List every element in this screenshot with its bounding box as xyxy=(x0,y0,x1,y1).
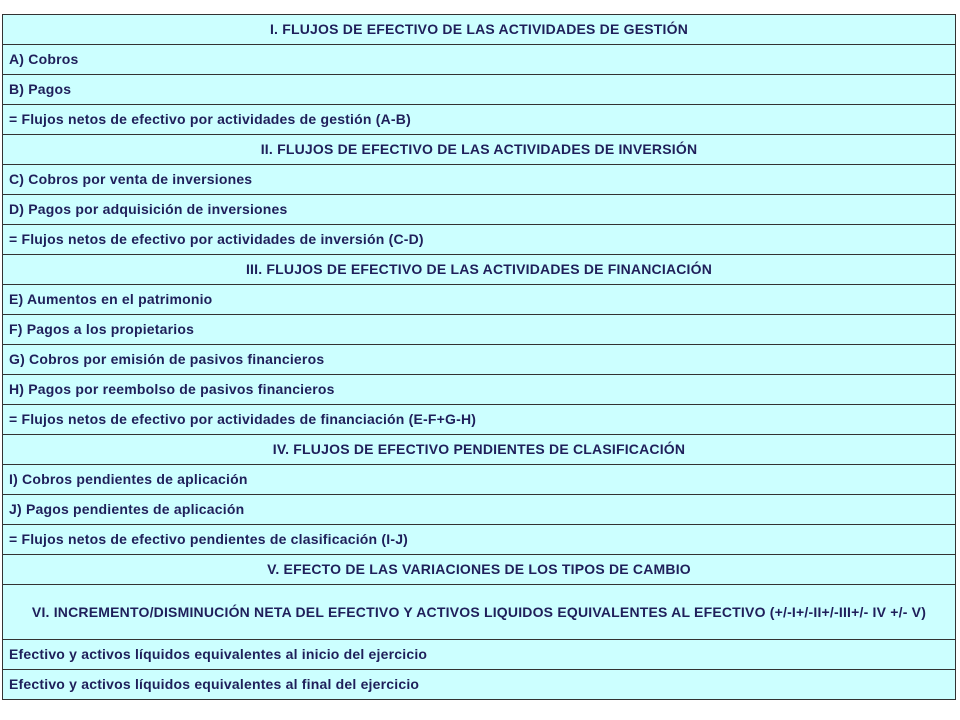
table-row xyxy=(3,670,956,700)
row-pagos: B) Pagos xyxy=(3,75,956,105)
section-header-row xyxy=(3,135,956,165)
table-row xyxy=(3,315,956,345)
table-row xyxy=(3,345,956,375)
row-cobros-pendientes: I) Cobros pendientes de aplicación xyxy=(3,465,956,495)
row-net-financiacion: = Flujos netos de efectivo por actividades de financiación (E-F+G-H) xyxy=(3,405,956,435)
table-row xyxy=(3,495,956,525)
table-row xyxy=(3,45,956,75)
row-cobros-pasivos: G) Cobros por emisión de pasivos financieros xyxy=(3,345,956,375)
row-cobros: A) Cobros xyxy=(3,45,956,75)
section-header-incremento: VI. INCREMENTO/DISMINUCIÓN NETA DEL EFECTIVO Y ACTIVOS LIQUIDOS EQUIVALENTES AL EFECTIVO (+/-I+/-II+/-III+/- IV +/- V) xyxy=(3,585,956,640)
cash-flow-statement-table xyxy=(2,14,956,700)
row-pagos-propietarios: F) Pagos a los propietarios xyxy=(3,315,956,345)
section-header-row xyxy=(3,15,956,45)
table-row xyxy=(3,225,956,255)
row-net-inversion: = Flujos netos de efectivo por actividades de inversión (C-D) xyxy=(3,225,956,255)
section-header-inversion: II. FLUJOS DE EFECTIVO DE LAS ACTIVIDADES DE INVERSIÓN xyxy=(3,135,956,165)
row-aumentos-patrimonio: E) Aumentos en el patrimonio xyxy=(3,285,956,315)
row-efectivo-inicio: Efectivo y activos líquidos equivalentes al inicio del ejercicio xyxy=(3,640,956,670)
section-header-row xyxy=(3,255,956,285)
section-header-row xyxy=(3,585,956,640)
table-row xyxy=(3,640,956,670)
table-row xyxy=(3,405,956,435)
table-row xyxy=(3,165,956,195)
row-net-gestion: = Flujos netos de efectivo por actividades de gestión (A-B) xyxy=(3,105,956,135)
table-row xyxy=(3,75,956,105)
row-pagos-pendientes: J) Pagos pendientes de aplicación xyxy=(3,495,956,525)
row-cobros-inversiones: C) Cobros por venta de inversiones xyxy=(3,165,956,195)
section-header-row xyxy=(3,555,956,585)
table-row xyxy=(3,195,956,225)
section-header-gestion: I. FLUJOS DE EFECTIVO DE LAS ACTIVIDADES DE GESTIÓN xyxy=(3,15,956,45)
section-header-pendientes: IV. FLUJOS DE EFECTIVO PENDIENTES DE CLASIFICACIÓN xyxy=(3,435,956,465)
table-row xyxy=(3,285,956,315)
table-row xyxy=(3,105,956,135)
table-row xyxy=(3,465,956,495)
section-header-row xyxy=(3,435,956,465)
row-net-pendientes: = Flujos netos de efectivo pendientes de clasificación (I-J) xyxy=(3,525,956,555)
row-efectivo-final: Efectivo y activos líquidos equivalentes al final del ejercicio xyxy=(3,670,956,700)
row-pagos-inversiones: D) Pagos por adquisición de inversiones xyxy=(3,195,956,225)
table-row xyxy=(3,525,956,555)
table-row xyxy=(3,375,956,405)
row-pagos-pasivos: H) Pagos por reembolso de pasivos financieros xyxy=(3,375,956,405)
section-header-tipos-cambio: V. EFECTO DE LAS VARIACIONES DE LOS TIPOS DE CAMBIO xyxy=(3,555,956,585)
section-header-financiacion: III. FLUJOS DE EFECTIVO DE LAS ACTIVIDADES DE FINANCIACIÓN xyxy=(3,255,956,285)
